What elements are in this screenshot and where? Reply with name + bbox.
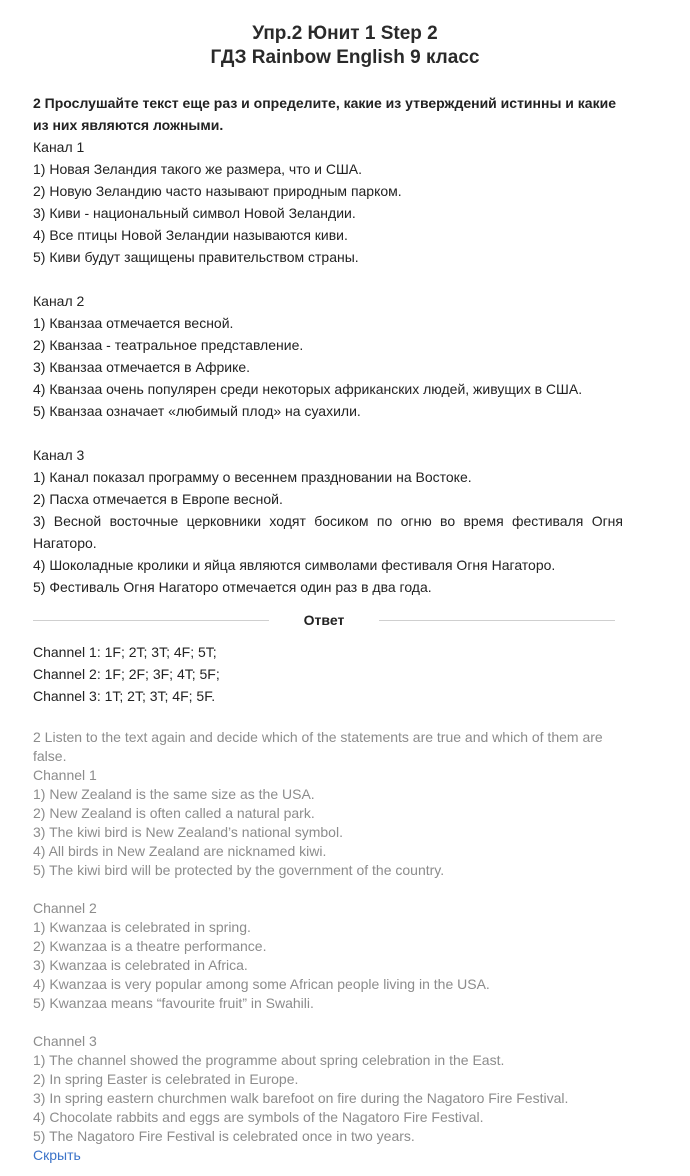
divider-line-right xyxy=(379,620,615,621)
translation-channel-3-heading: Channel 3 xyxy=(33,1033,97,1049)
translation-channel-2-heading: Channel 2 xyxy=(33,900,97,916)
channel-2-heading: Канал 2 xyxy=(33,293,85,309)
divider-line-left xyxy=(33,620,269,621)
channel-3-item: 1) Канал показал программу о весеннем праздновании на Востоке. xyxy=(33,469,472,485)
answer-heading: Ответ xyxy=(303,612,345,628)
channel-1-item: 4) Все птицы Новой Зеландии называются киви. xyxy=(33,227,348,243)
channel-3-item: 2) Пасха отмечается в Европе весной. xyxy=(33,491,283,507)
channel-3-heading: Канал 3 xyxy=(33,447,85,463)
channel-2-item: 4) Кванзаа очень популярен среди некоторых африканских людей, живущих в США. xyxy=(33,381,583,397)
translation-channel-3-item: 1) The channel showed the programme about spring celebration in the East. xyxy=(33,1052,505,1068)
channel-3-item: 3) Весной восточные церковники ходят босиком по огню во время фестиваля Огня Нагаторо. xyxy=(33,513,623,551)
answer-line: Channel 1: 1F; 2T; 3T; 4F; 5T; xyxy=(33,644,217,660)
translation-channel-1-item: 1) New Zealand is the same size as the USA. xyxy=(33,786,315,802)
channel-1-item: 2) Новую Зеландию часто называют природным парком. xyxy=(33,183,402,199)
channel-1-heading: Канал 1 xyxy=(33,139,85,155)
channel-3-item: 5) Фестиваль Огня Нагаторо отмечается один раз в два года. xyxy=(33,579,432,595)
answer-line: Channel 2: 1F; 2F; 3F; 4T; 5F; xyxy=(33,666,220,682)
translation-channel-1-heading: Channel 1 xyxy=(33,767,97,783)
channel-1-item: 3) Киви - национальный символ Новой Зеландии. xyxy=(33,205,356,221)
channel-2-item: 1) Кванзаа отмечается весной. xyxy=(33,315,234,331)
translation-channel-2-item: 3) Kwanzaa is celebrated in Africa. xyxy=(33,957,248,973)
translation-channel-2-item: 2) Kwanzaa is a theatre performance. xyxy=(33,938,267,954)
spacer xyxy=(33,1013,623,1032)
spacer xyxy=(33,880,623,899)
spacer xyxy=(33,422,623,444)
translation-channel-3-item: 3) In spring eastern churchmen walk barefoot on fire during the Nagatoro Fire Festival. xyxy=(33,1090,569,1106)
translation-channel-2-item: 5) Kwanzaa means “favourite fruit” in Swahili. xyxy=(33,995,314,1011)
answer-line: Channel 3: 1T; 2T; 3T; 4F; 5F. xyxy=(33,688,216,704)
translation-block xyxy=(33,728,623,1165)
translation-instruction: 2 Listen to the text again and decide which of the statements are true and which of them are false. xyxy=(33,729,603,764)
translation-channel-3-item: 2) In spring Easter is celebrated in Europe. xyxy=(33,1071,299,1087)
channel-2-item: 3) Кванзаа отмечается в Африке. xyxy=(33,359,251,375)
translation-channel-1-item: 4) All birds in New Zealand are nicknamed kiwi. xyxy=(33,843,327,859)
channel-1-item: 1) Новая Зеландия такого же размера, что и США. xyxy=(33,161,363,177)
task-instruction: 2 Прослушайте текст еще раз и определите, какие из утверждений истинны и какие из них являются ложными. xyxy=(33,95,616,133)
translation-channel-1-item: 2) New Zealand is often called a natural park. xyxy=(33,805,315,821)
translation-channel-1-item: 3) The kiwi bird is New Zealand’s national symbol. xyxy=(33,824,343,840)
translation-channel-2-item: 4) Kwanzaa is very popular among some African people living in the USA. xyxy=(33,976,490,992)
answer-divider xyxy=(33,609,615,631)
title-line-2: ГДЗ Rainbow English 9 класс xyxy=(210,47,480,68)
channel-3-item: 4) Шоколадные кролики и яйца являются символами фестиваля Огня Нагаторо. xyxy=(33,557,556,573)
page-title xyxy=(0,22,690,70)
channel-2-item: 5) Кванзаа означает «любимый плод» на суахили. xyxy=(33,403,361,419)
translation-channel-1-item: 5) The kiwi bird will be protected by the government of the country. xyxy=(33,862,445,878)
spacer xyxy=(33,268,623,290)
channel-1-item: 5) Киви будут защищены правительством страны. xyxy=(33,249,359,265)
channel-2-item: 2) Кванзаа - театральное представление. xyxy=(33,337,304,353)
answer-block xyxy=(33,641,220,707)
translation-channel-3-item: 5) The Nagatoro Fire Festival is celebrated once in two years. xyxy=(33,1128,415,1144)
hide-translation-link[interactable]: Скрыть xyxy=(33,1147,81,1163)
translation-channel-3-item: 4) Chocolate rabbits and eggs are symbols of the Nagatoro Fire Festival. xyxy=(33,1109,484,1125)
title-line-1: Упр.2 Юнит 1 Step 2 xyxy=(252,23,438,44)
task-block xyxy=(33,92,623,598)
translation-channel-2-item: 1) Kwanzaa is celebrated in spring. xyxy=(33,919,251,935)
